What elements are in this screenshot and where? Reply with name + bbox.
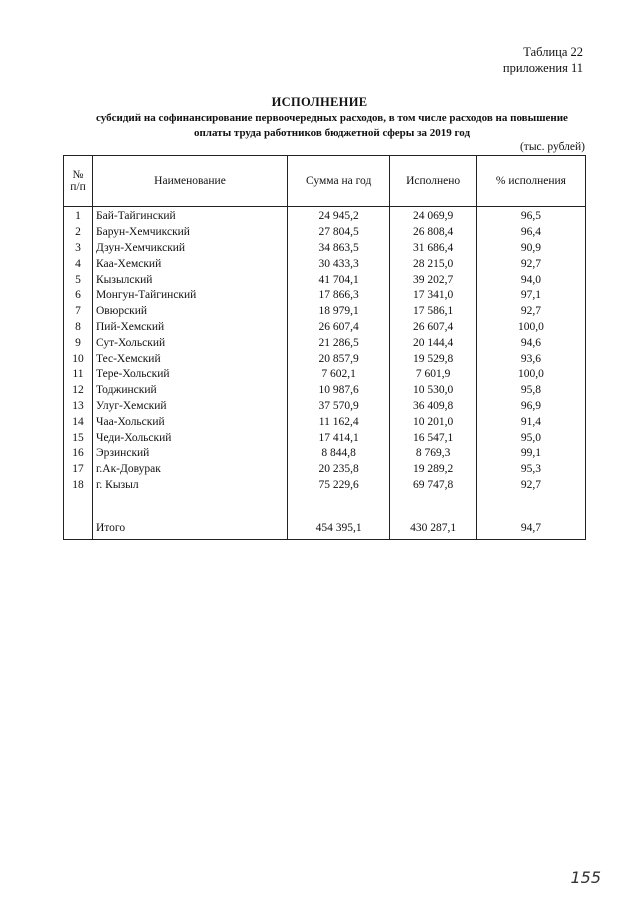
row-percent: 95,0 bbox=[476, 430, 585, 446]
row-executed: 17 586,1 bbox=[390, 304, 476, 320]
row-name: г. Кызыл bbox=[93, 478, 288, 494]
row-name: Овюрский bbox=[93, 304, 288, 320]
total-row bbox=[64, 517, 586, 540]
subtitle-line-2: оплаты труда работников бюджетной сферы за 2019 год bbox=[193, 127, 471, 139]
row-annual: 11 162,4 bbox=[288, 414, 390, 430]
document-subtitle bbox=[80, 111, 584, 141]
row-executed: 28 215,0 bbox=[390, 256, 476, 272]
row-percent: 100,0 bbox=[476, 320, 585, 336]
row-number: 9 bbox=[64, 335, 93, 351]
header-row bbox=[64, 156, 586, 207]
column-header-percent: % исполнения bbox=[476, 156, 585, 207]
row-annual: 7 602,1 bbox=[288, 367, 390, 383]
row-executed: 7 601,9 bbox=[390, 367, 476, 383]
row-percent: 96,4 bbox=[476, 225, 585, 241]
row-executed: 10 201,0 bbox=[390, 414, 476, 430]
table-row bbox=[64, 241, 586, 257]
row-number: 18 bbox=[64, 478, 93, 494]
row-annual: 27 804,5 bbox=[288, 225, 390, 241]
number-header-line-1: № bbox=[72, 169, 84, 181]
row-percent: 93,6 bbox=[476, 351, 585, 367]
row-percent: 95,8 bbox=[476, 383, 585, 399]
row-name: Сут-Хольский bbox=[93, 335, 288, 351]
column-header-annual: Сумма на год bbox=[288, 156, 390, 207]
row-annual: 17 866,3 bbox=[288, 288, 390, 304]
row-number: 4 bbox=[64, 256, 93, 272]
row-executed: 69 747,8 bbox=[390, 478, 476, 494]
row-number: 13 bbox=[64, 399, 93, 415]
row-percent: 92,7 bbox=[476, 256, 585, 272]
row-number: 1 bbox=[64, 207, 93, 225]
row-percent: 90,9 bbox=[476, 241, 585, 257]
table-number: Таблица 22 bbox=[523, 45, 583, 59]
row-number: 11 bbox=[64, 367, 93, 383]
row-annual: 37 570,9 bbox=[288, 399, 390, 415]
row-name: г.Ак-Довурак bbox=[93, 462, 288, 478]
row-annual: 10 987,6 bbox=[288, 383, 390, 399]
subtitle-line-1: субсидий на софинансирование первоочередных расходов, в том числе расходов на повышение bbox=[96, 112, 568, 124]
row-number: 2 bbox=[64, 225, 93, 241]
row-executed: 19 529,8 bbox=[390, 351, 476, 367]
row-executed: 20 144,4 bbox=[390, 335, 476, 351]
row-percent: 95,3 bbox=[476, 462, 585, 478]
row-percent: 92,7 bbox=[476, 478, 585, 494]
number-header-line-2: п/п bbox=[70, 181, 86, 193]
row-executed: 26 607,4 bbox=[390, 320, 476, 336]
row-number: 14 bbox=[64, 414, 93, 430]
row-annual: 26 607,4 bbox=[288, 320, 390, 336]
total-annual: 454 395,1 bbox=[288, 517, 390, 540]
row-name: Эрзинский bbox=[93, 446, 288, 462]
page-number: 155 bbox=[570, 868, 601, 887]
row-name: Дзун-Хемчикский bbox=[93, 241, 288, 257]
row-name: Тес-Хемский bbox=[93, 351, 288, 367]
total-executed: 430 287,1 bbox=[390, 517, 476, 540]
row-number: 12 bbox=[64, 383, 93, 399]
row-percent: 100,0 bbox=[476, 367, 585, 383]
row-annual: 24 945,2 bbox=[288, 207, 390, 225]
column-header-number bbox=[64, 156, 93, 207]
row-name: Тоджинский bbox=[93, 383, 288, 399]
row-percent: 99,1 bbox=[476, 446, 585, 462]
table-body bbox=[64, 207, 586, 540]
row-number: 6 bbox=[64, 288, 93, 304]
row-percent: 94,0 bbox=[476, 272, 585, 288]
table-row bbox=[64, 335, 586, 351]
table-row bbox=[64, 462, 586, 478]
table-row bbox=[64, 478, 586, 494]
row-percent: 92,7 bbox=[476, 304, 585, 320]
table-row bbox=[64, 304, 586, 320]
row-percent: 96,9 bbox=[476, 399, 585, 415]
row-executed: 26 808,4 bbox=[390, 225, 476, 241]
row-annual: 20 235,8 bbox=[288, 462, 390, 478]
row-executed: 17 341,0 bbox=[390, 288, 476, 304]
table-row bbox=[64, 414, 586, 430]
row-number: 15 bbox=[64, 430, 93, 446]
row-number: 16 bbox=[64, 446, 93, 462]
row-name: Кызылский bbox=[93, 272, 288, 288]
row-annual: 18 979,1 bbox=[288, 304, 390, 320]
row-annual: 17 414,1 bbox=[288, 430, 390, 446]
row-name: Бай-Тайгинский bbox=[93, 207, 288, 225]
row-number: 3 bbox=[64, 241, 93, 257]
spacer-row bbox=[64, 493, 586, 517]
row-percent: 97,1 bbox=[476, 288, 585, 304]
row-name: Улуг-Хемский bbox=[93, 399, 288, 415]
row-name: Монгун-Тайгинский bbox=[93, 288, 288, 304]
row-executed: 39 202,7 bbox=[390, 272, 476, 288]
row-annual: 8 844,8 bbox=[288, 446, 390, 462]
row-executed: 31 686,4 bbox=[390, 241, 476, 257]
table-row bbox=[64, 207, 586, 225]
table-row bbox=[64, 430, 586, 446]
execution-table bbox=[63, 155, 586, 540]
table-row bbox=[64, 256, 586, 272]
row-number: 10 bbox=[64, 351, 93, 367]
row-number: 7 bbox=[64, 304, 93, 320]
row-executed: 10 530,0 bbox=[390, 383, 476, 399]
row-annual: 34 863,5 bbox=[288, 241, 390, 257]
row-name: Барун-Хемчикский bbox=[93, 225, 288, 241]
row-percent: 94,6 bbox=[476, 335, 585, 351]
total-number-cell bbox=[64, 517, 93, 540]
table-row bbox=[64, 225, 586, 241]
row-name: Каа-Хемский bbox=[93, 256, 288, 272]
column-header-name: Наименование bbox=[93, 156, 288, 207]
table-row bbox=[64, 272, 586, 288]
table-row bbox=[64, 288, 586, 304]
row-name: Чаа-Хольский bbox=[93, 414, 288, 430]
table-row bbox=[64, 367, 586, 383]
table-reference bbox=[503, 44, 583, 76]
row-percent: 96,5 bbox=[476, 207, 585, 225]
table-row bbox=[64, 446, 586, 462]
row-executed: 16 547,1 bbox=[390, 430, 476, 446]
row-executed: 36 409,8 bbox=[390, 399, 476, 415]
table-row bbox=[64, 351, 586, 367]
row-number: 5 bbox=[64, 272, 93, 288]
row-annual: 20 857,9 bbox=[288, 351, 390, 367]
total-percent: 94,7 bbox=[476, 517, 585, 540]
total-label: Итого bbox=[93, 517, 288, 540]
row-name: Пий-Хемский bbox=[93, 320, 288, 336]
table-row bbox=[64, 399, 586, 415]
column-header-executed: Исполнено bbox=[390, 156, 476, 207]
row-name: Чеди-Хольский bbox=[93, 430, 288, 446]
row-executed: 24 069,9 bbox=[390, 207, 476, 225]
row-percent: 91,4 bbox=[476, 414, 585, 430]
document-title: ИСПОЛНЕНИЕ bbox=[271, 95, 368, 109]
table-header bbox=[64, 156, 586, 207]
row-annual: 75 229,6 bbox=[288, 478, 390, 494]
row-number: 8 bbox=[64, 320, 93, 336]
row-executed: 8 769,3 bbox=[390, 446, 476, 462]
table-row bbox=[64, 320, 586, 336]
row-annual: 21 286,5 bbox=[288, 335, 390, 351]
appendix-number: приложения 11 bbox=[502, 61, 583, 75]
row-name: Тере-Хольский bbox=[93, 367, 288, 383]
row-executed: 19 289,2 bbox=[390, 462, 476, 478]
units-label: (тыс. рублей) bbox=[519, 141, 585, 153]
row-annual: 30 433,3 bbox=[288, 256, 390, 272]
table-row bbox=[64, 383, 586, 399]
row-annual: 41 704,1 bbox=[288, 272, 390, 288]
row-number: 17 bbox=[64, 462, 93, 478]
